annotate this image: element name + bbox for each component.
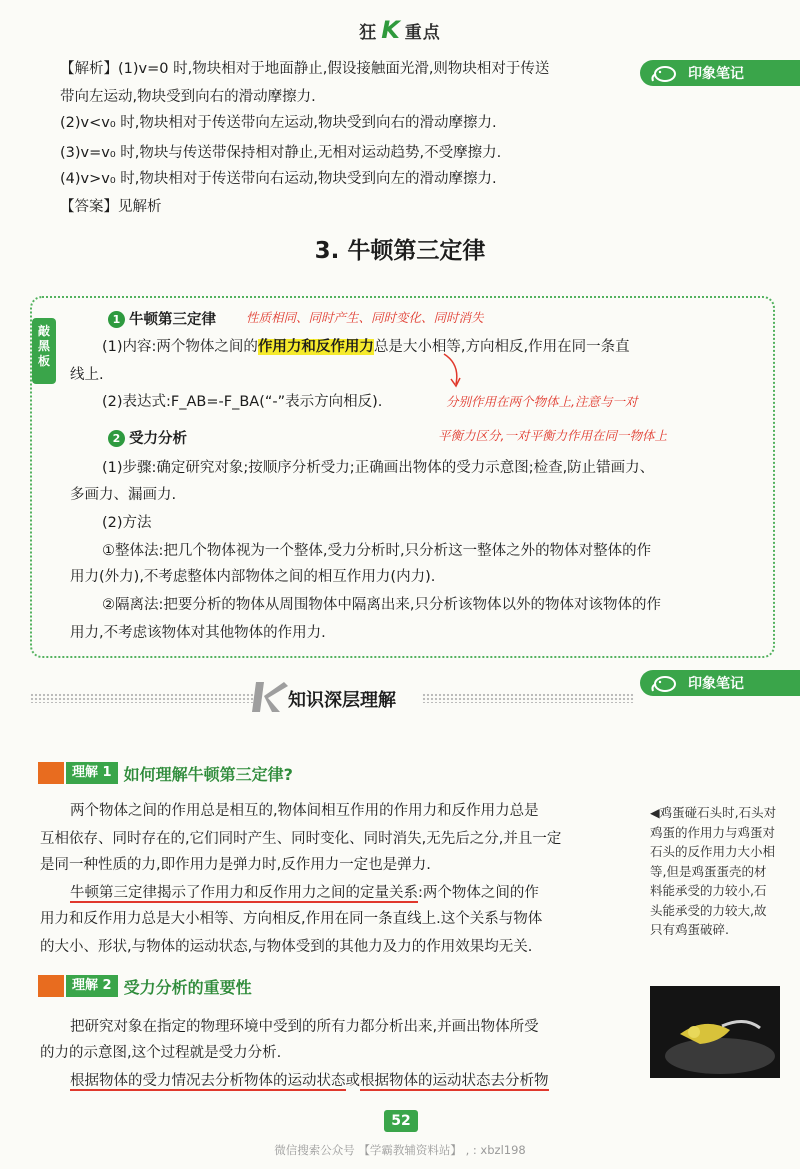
u1-line-2: 互相依存、同时存在的,它们同时产生、同时变化、同时消失,无先后之分,并且一定 — [40, 831, 562, 847]
note-tab: 印象笔记 — [640, 60, 800, 86]
content-line-1b: 线上. — [70, 367, 104, 383]
step-line-1: (1)步骤:确定研究对象;按顺序分析受力;正确画出物体的受力示意图;检查,防止错画力、 — [102, 460, 655, 476]
content-line-2: (2)表达式:F_AB=-F_BA(“-”表示方向相反). — [102, 394, 383, 410]
egg-rock-photo — [650, 986, 780, 1078]
k-logo-icon — [250, 678, 290, 716]
highlight-text: 作用力和反作用力 — [257, 339, 374, 355]
analysis-line-1: 【解析】(1)v=0 时,物块相对于地面静止,假设接触面光滑,则物块相对于传送 — [60, 61, 550, 77]
knowledge-title: 知识深层理解 — [288, 690, 396, 711]
handwritten-note-1: 性质相同、同时产生、同时变化、同时消失 — [246, 310, 484, 325]
number-badge: 1 — [108, 311, 125, 328]
elephant-icon — [650, 673, 680, 693]
method-heading: (2)方法 — [102, 515, 152, 531]
u1-line-4: 牛顿第三定律揭示了作用力和反作用力之间的定量关系:两个物体之间的作 — [70, 885, 539, 901]
handwritten-note-3: 平衡力区分,一对平衡力作用在同一物体上 — [438, 428, 667, 443]
box-heading-1: 1 牛顿第三定律 — [108, 309, 216, 331]
content-line-1: (1)内容:两个物体之间的作用力和反作用力总是大小相等,方向相反,作用在同一条直 — [102, 339, 630, 355]
analysis-line-2: 带向左运动,物块受到向右的滑动摩擦力. — [60, 89, 316, 105]
number-badge: 2 — [108, 430, 125, 447]
u1-line-1: 两个物体之间的作用总是相互的,物体间相互作用的作用力和反作用力总是 — [70, 803, 539, 819]
k-logo: K — [381, 16, 401, 44]
side-label — [32, 318, 56, 384]
elephant-icon — [650, 63, 680, 83]
divider-dots-right — [422, 693, 634, 703]
understanding-1-heading: 理解 1 如何理解牛顿第三定律? — [38, 762, 293, 784]
understanding-2-heading: 理解 2 受力分析的重要性 — [38, 975, 252, 997]
book-icon — [38, 762, 64, 784]
underlined-text: 根据物体的受力情况去分析物体的运动状态 — [70, 1073, 346, 1089]
answer-line: 【答案】见解析 — [60, 199, 162, 215]
egg-hitting-rock-image — [650, 986, 780, 1078]
method-1-line-2: 用力(外力),不考虑整体内部物体之间的相互作用力(内力). — [70, 569, 436, 585]
box-heading-2: 2 受力分析 — [108, 428, 187, 450]
u1-line-6: 的大小、形状,与物体的运动状态,与物体受到的其他力及力的作用效果均无关. — [40, 939, 533, 955]
u1-line-5: 用力和反作用力总是大小相等、方向相反,作用在同一条直线上.这个关系与物体 — [40, 911, 543, 927]
footer-text: 微信搜索公众号 【学霸教辅资料站】 , : xbzl198 — [274, 1143, 526, 1157]
underlined-text: 牛顿第三定律揭示了作用力和反作用力之间的定量关系 — [70, 885, 418, 901]
u2-line-1: 把研究对象在指定的物理环境中受到的所有力都分析出来,并画出物体所受 — [70, 1019, 539, 1035]
running-header: 狂 K 重点 — [359, 16, 441, 44]
u2-line-3: 根据物体的受力情况去分析物体的运动状态或根据物体的运动状态去分析物 — [70, 1073, 549, 1089]
book-icon — [38, 975, 64, 997]
handwritten-note-2: 分别作用在两个物体上,注意与一对 — [446, 394, 638, 409]
section-title: 3. 牛顿第三定律 — [314, 238, 486, 264]
method-1-line-1: ①整体法:把几个物体视为一个整体,受力分析时,只分析这一整体之外的物体对整体的作 — [102, 543, 652, 559]
side-label-text: 敲黑板 — [38, 324, 51, 368]
divider-dots-left — [30, 693, 255, 703]
handwritten-arrow — [440, 352, 470, 392]
method-2-line-2: 用力,不考虑该物体对其他物体的作用力. — [70, 625, 326, 641]
u1-line-3: 是同一种性质的力,即作用力是弹力时,反作用力一定也是弹力. — [40, 857, 431, 873]
page-number: 52 — [384, 1110, 418, 1132]
underlined-text: 根据物体的运动状态去分析物 — [360, 1073, 549, 1089]
u2-line-2: 的力的示意图,这个过程就是受力分析. — [40, 1045, 282, 1061]
analysis-line-4: (3)v=v₀ 时,物块与传送带保持相对静止,无相对运动趋势,不受摩擦力. — [60, 145, 502, 161]
side-note: ◀鸡蛋碰石头时,石头对鸡蛋的作用力与鸡蛋对石头的反作用力大小相等,但是鸡蛋蛋壳的材料能承受的力较小,石头能承受的力较大,故只有鸡蛋破碎. — [650, 805, 777, 937]
analysis-line-5: (4)v>v₀ 时,物块相对于传送带向右运动,物块受到向左的滑动摩擦力. — [60, 171, 497, 187]
method-2-line-1: ②隔离法:把要分析的物体从周围物体中隔离出来,只分析该物体以外的物体对该物体的作 — [102, 597, 661, 613]
step-line-2: 多画力、漏画力. — [70, 487, 177, 503]
analysis-line-3: (2)v<v₀ 时,物块相对于传送带向左运动,物块受到向右的滑动摩擦力. — [60, 115, 497, 131]
note-tab: 印象笔记 — [640, 670, 800, 696]
